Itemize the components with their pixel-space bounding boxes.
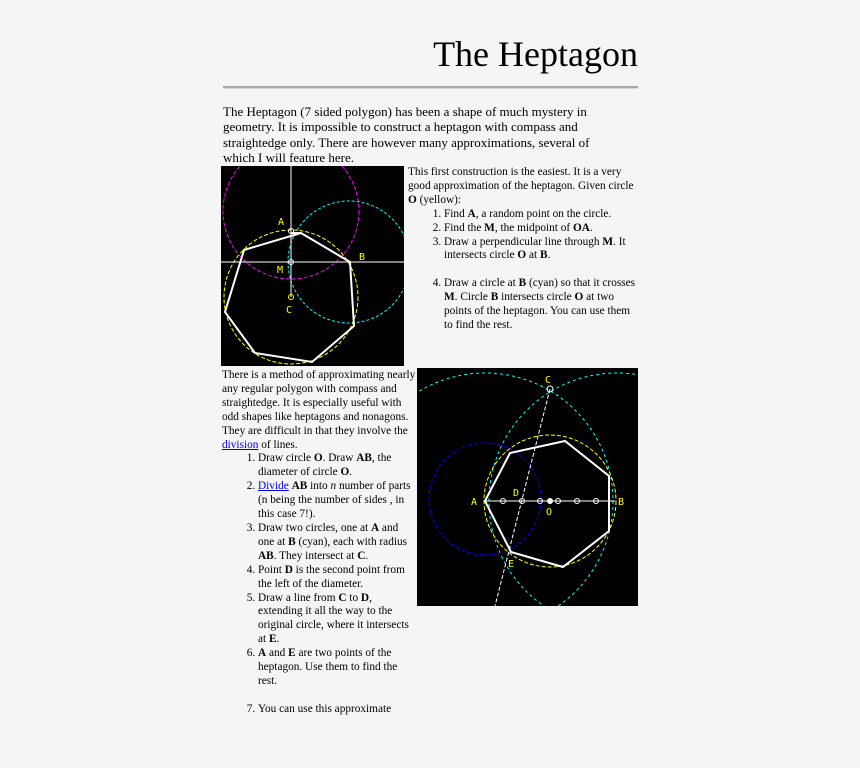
label-c: C [545,375,552,386]
horizontal-rule [223,86,638,89]
step-4: 4. Draw a circle at B (cyan) so that it crosses M. Circle B intersects circle O at two points of the heptagon. You can use them to find the rest. [444,277,640,333]
step-5: 5. Draw a line from C to D, extending it all the way to the original circle, where it intersects at E. [258,592,417,648]
step-1: 1. Find A, a random point on the circle. [444,208,640,222]
construction-2-steps [222,452,417,716]
step-3: 3. Draw two circles, one at A and one at B (cyan), each with radius AB. They intersect at C. [258,522,417,564]
construction-1-figure [221,166,404,366]
construction-1-text [408,166,640,333]
division-link[interactable]: division [222,438,259,451]
intro-paragraph: The Heptagon (7 sided polygon) has been a shape of much mystery in geometry. It is impossible to construct a heptagon with compass and straightedge only. There are however many approximations, several of which I will feature here. [223,104,590,165]
label-a: A [278,217,285,228]
construction-1-intro: This first construction is the easiest. It is a very good approximation of the heptagon. Given circle O (yellow): [408,166,634,206]
label-b: B [618,497,625,508]
page-title: The Heptagon [433,34,638,74]
label-e: E [508,559,515,570]
construction-2-figure [417,368,638,606]
label-o: O [546,507,553,518]
construction-2-text [222,369,417,717]
label-m: M [277,265,284,276]
divide-link[interactable]: Divide [258,480,289,493]
label-b: B [359,252,366,263]
step-2: 2. Divide AB into n number of parts (n being the number of sides , in this case 7!). [258,480,417,522]
label-d: D [513,488,520,499]
label-c: C [286,305,293,316]
step-1: 1. Draw circle O. Draw AB, the diameter of circle O. [258,452,417,480]
construction-1-steps [408,208,640,333]
step-4: 4. Point D is the second point from the left of the diameter. [258,564,417,592]
step-7: 7. You can use this approximate [258,703,417,717]
step-6: 6. A and E are two points of the heptagon. Use them to find the rest. [258,647,417,689]
construction-2-intro: There is a method of approximating nearly any regular polygon with compass and straightedge. It is especially useful with odd shapes like heptagons and nonagons. They are difficult in that they involve the division of lines. [222,369,416,451]
step-2: 2. Find the M, the midpoint of OA. [444,222,640,236]
label-a: A [471,497,478,508]
step-3: 3. Draw a perpendicular line through M. It intersects circle O at B. [444,236,640,264]
